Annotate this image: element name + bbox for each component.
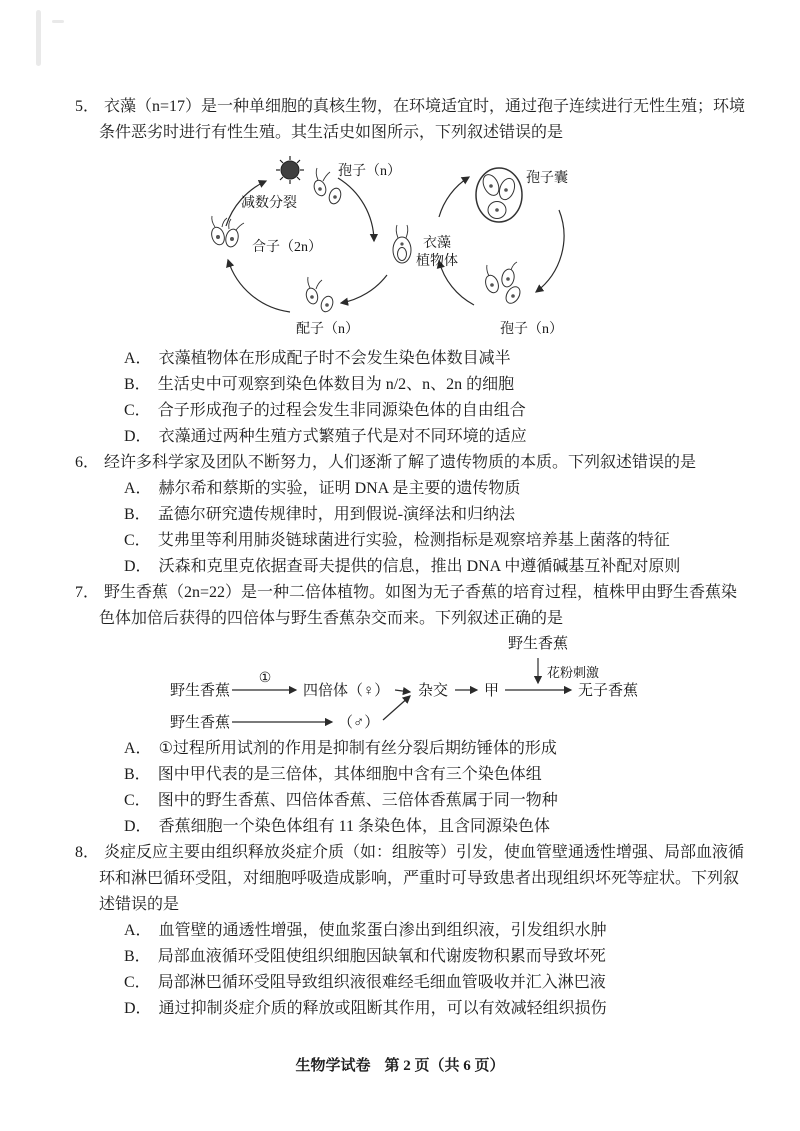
- spore-cells-bottom: [483, 262, 523, 306]
- option-letter: C．: [124, 532, 151, 549]
- question-7-option-d: [124, 814, 746, 840]
- label-gamete: 配子（n）: [296, 322, 359, 337]
- option-letter: A．: [124, 350, 152, 367]
- option-text: 孟德尔研究遗传规律时，用到假说-演绎法和归纳法: [157, 506, 516, 523]
- option-letter: D．: [124, 818, 152, 835]
- question-6: [0, 450, 800, 580]
- question-5-option-a: [124, 346, 746, 372]
- option-letter: C．: [124, 792, 151, 809]
- label-algae-body-line1: 衣藻: [423, 236, 451, 251]
- question-7-text: 野生香蕉（2n=22）是一种二倍体植物。如图为无子香蕉的培育过程，植株甲由野生香蕉染色体加倍后获得的四倍体与野生香蕉杂交而来。下列叙述正确的是: [99, 584, 738, 627]
- footer-exam-title: 生物学试卷: [295, 1058, 371, 1074]
- question-8-option-c: [124, 970, 746, 996]
- question-7-number: 7．: [75, 584, 100, 601]
- question-6-text: 经许多科学家及团队不断努力，人们逐渐了解了遗传物质的本质。下列叙述错误的是: [104, 454, 697, 471]
- option-text: 通过抑制炎症介质的释放或阻断其作用，可以有效减轻组织损伤: [158, 1000, 607, 1017]
- question-6-number: 6．: [75, 454, 100, 471]
- label-wild-banana-1: 野生香蕉: [170, 683, 231, 699]
- question-5-figure: [140, 148, 800, 346]
- label-step-1: ①: [258, 671, 272, 686]
- label-seedless-banana: 无子香蕉: [578, 683, 639, 699]
- option-letter: B．: [124, 376, 151, 393]
- question-7-figure: [148, 632, 800, 736]
- question-8-options: [0, 918, 800, 1022]
- sporangium-cell: [476, 168, 522, 222]
- label-spore-top: 孢子（n）: [338, 164, 401, 179]
- question-8-text: 炎症反应主要由组织释放炎症介质（如：组胺等）引发，使血管壁通透性增强、局部血液循环和淋巴循环受阻，对细胞呼吸造成影响，严重时可导致患者出现组织坏死等症状。下列叙述错误的是: [99, 844, 745, 913]
- option-text: 血管壁的通透性增强，使血浆蛋白渗出到组织液，引发组织水肿: [158, 922, 607, 939]
- question-5-option-c: [124, 398, 746, 424]
- label-spore-bottom: 孢子（n）: [500, 322, 563, 337]
- question-5: [0, 94, 800, 450]
- label-meiosis: 减数分裂: [241, 196, 297, 211]
- label-zygote: 合子（2n）: [252, 240, 322, 255]
- option-text: 局部血液循环受阻使组织细胞因缺氧和代谢废物积累而导致坏死: [157, 948, 606, 965]
- question-5-option-b: [124, 372, 746, 398]
- question-6-option-c: [124, 528, 746, 554]
- footer-page-number: 第 2 页（共 6 页）: [384, 1058, 505, 1074]
- option-text: 衣藻通过两种生殖方式繁殖子代是对不同环境的适应: [158, 428, 527, 445]
- question-8-option-a: [124, 918, 746, 944]
- option-text: 赫尔希和蔡斯的实验，证明 DNA 是主要的遗传物质: [158, 480, 521, 497]
- option-text: 图中甲代表的是三倍体，其体细胞中含有三个染色体组: [157, 766, 542, 783]
- scan-artifact: [52, 20, 64, 23]
- question-8-option-b: [124, 944, 746, 970]
- question-5-text: 衣藻（n=17）是一种单细胞的真核生物，在环境适宜时，通过孢子连续进行无性生殖；环境条件恶劣时进行有性生殖。其生活史如图所示，下列叙述错误的是: [99, 98, 746, 141]
- option-letter: A．: [124, 480, 152, 497]
- option-text: 图中的野生香蕉、四倍体香蕉、三倍体香蕉属于同一物种: [157, 792, 558, 809]
- label-sporangium: 孢子囊: [526, 171, 568, 186]
- question-6-option-d: [124, 554, 746, 580]
- scan-artifact: [36, 10, 41, 66]
- option-text: 生活史中可观察到染色体数目为 n/2、n、2n 的细胞: [157, 376, 515, 393]
- label-cross: 杂交: [418, 683, 449, 699]
- question-8-stem: [75, 840, 746, 918]
- option-text: 香蕉细胞一个染色体组有 11 条染色体，且含同源染色体: [158, 818, 550, 835]
- gamete-cells: [305, 277, 335, 313]
- option-letter: D．: [124, 428, 152, 445]
- label-algae-body-line2: 植物体: [416, 254, 458, 269]
- option-letter: D．: [124, 558, 152, 575]
- label-hybrid-jia: 甲: [484, 683, 500, 699]
- question-7-stem: [75, 580, 746, 632]
- zygospore-cell: [276, 156, 304, 184]
- label-male: （♂）: [338, 715, 380, 731]
- question-5-options: [0, 346, 800, 450]
- question-8: [0, 840, 800, 1022]
- option-letter: A．: [124, 740, 152, 757]
- label-wild-banana-2: 野生香蕉: [170, 715, 231, 731]
- question-6-stem: [75, 450, 746, 476]
- label-tetraploid: 四倍体（♀）: [303, 683, 390, 699]
- option-text: 衣藻植物体在形成配子时不会发生染色体数目减半: [158, 350, 511, 367]
- vegetative-cell: [393, 225, 411, 263]
- question-8-number: 8．: [75, 844, 100, 861]
- question-6-option-a: [124, 476, 746, 502]
- option-text: 艾弗里等利用肺炎链球菌进行实验，检测指标是观察培养基上菌落的特征: [157, 532, 670, 549]
- zygote-fusing-cells: [210, 216, 244, 248]
- question-7-option-b: [124, 762, 746, 788]
- option-letter: C．: [124, 974, 151, 991]
- option-text: 合子形成孢子的过程会发生非同源染色体的自由组合: [157, 402, 526, 419]
- option-text: ①过程所用试剂的作用是抑制有丝分裂后期纺锤体的形成: [158, 740, 557, 757]
- question-5-number: 5．: [75, 98, 100, 115]
- option-letter: B．: [124, 948, 151, 965]
- option-letter: B．: [124, 766, 151, 783]
- question-7: [0, 580, 800, 840]
- question-7-option-c: [124, 788, 746, 814]
- option-letter: D．: [124, 1000, 152, 1017]
- chlamydomonas-life-cycle-figure: [140, 148, 610, 344]
- question-7-options: [0, 736, 800, 840]
- option-text: 局部淋巴循环受阻导致组织液很难经毛细血管吸收并汇入淋巴液: [157, 974, 606, 991]
- page-footer: [0, 1054, 800, 1075]
- question-7-option-a: [124, 736, 746, 762]
- option-text: 沃森和克里克依据查哥夫提供的信息，推出 DNA 中遵循碱基互补配对原则: [158, 558, 681, 575]
- question-8-option-d: [124, 996, 746, 1022]
- question-5-option-d: [124, 424, 746, 450]
- question-6-option-b: [124, 502, 746, 528]
- question-6-options: [0, 476, 800, 580]
- banana-breeding-figure: [148, 632, 768, 736]
- option-letter: A．: [124, 922, 152, 939]
- option-letter: C．: [124, 402, 151, 419]
- option-letter: B．: [124, 506, 151, 523]
- label-wild-banana-3: 野生香蕉: [507, 636, 569, 652]
- flow-arrows: [232, 658, 571, 722]
- label-pollen-stimulus: 花粉刺激: [547, 665, 600, 680]
- question-5-stem: [75, 94, 746, 146]
